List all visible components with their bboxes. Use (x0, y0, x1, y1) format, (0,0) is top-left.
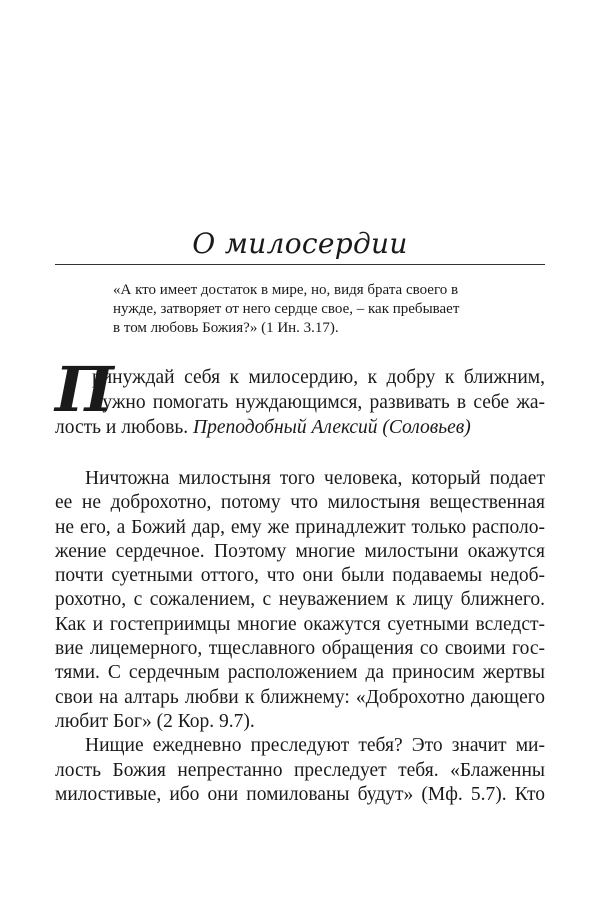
text-line: Ничтожна милостыня того человека, который подает (85, 468, 545, 489)
epigraph-line: «А кто имеет достаток в мире, но, видя брата своего в (113, 282, 459, 298)
text-line: почти суетными оттого, что они были подаваемы недоб- (55, 565, 545, 587)
text-line: любит Бог» (2 Кор. 9.7). (55, 710, 255, 732)
drop-cap: П (55, 353, 114, 426)
epigraph (113, 281, 533, 338)
text-line: жение сердечное. Поэтому многие милостыни окажутся (55, 540, 545, 562)
intro-line: ринуждай себя к милосердию, к добру к ближним, (92, 367, 545, 388)
text-line: не его, а Божий дар, ему же принадлежит только располо- (55, 516, 545, 538)
epigraph-line: в том любовь Божия?» (1 Ин. 3.17). (113, 320, 339, 336)
body-text (55, 467, 545, 807)
text-line: милостивые, ибо они помилованы будут» (Мф. 5.7). Кто (55, 783, 545, 805)
text-line: лость Божия непрестанно преследует тебя. «Блаженны (55, 759, 545, 781)
text-line: тями. С сердечным расположением да приносим жертвы (55, 662, 545, 684)
intro-author: Преподобный Алексий (Соловьев) (193, 417, 471, 438)
chapter-title: О милосердии (192, 227, 408, 260)
intro-text: лость и любовь. (55, 417, 194, 438)
text-line: Нищие ежедневно преследуют тебя? Это значит ми- (85, 735, 545, 757)
text-line: Как и гостеприимцы многие окажутся суетными вследст- (55, 613, 545, 635)
epigraph-line: нужде, затворяет от него сердце свое, – как пребывает (113, 301, 460, 317)
text-line: ее не доброхотно, потому что милостыня вещественная (55, 492, 545, 514)
text-line: свои на алтарь любви к ближнему: «Доброхотно дающего (55, 686, 545, 708)
intro-paragraph (55, 353, 545, 440)
title-divider (55, 264, 545, 265)
intro-line (55, 415, 545, 440)
text-line: вие лицемерного, тщеславного обращения со своими гос- (55, 638, 545, 660)
text-line: рохотно, с сожалением, с неуважением к лицу ближнего. (55, 589, 545, 611)
intro-line: нужно помогать нуждающимся, развивать в себе жа- (92, 392, 545, 413)
